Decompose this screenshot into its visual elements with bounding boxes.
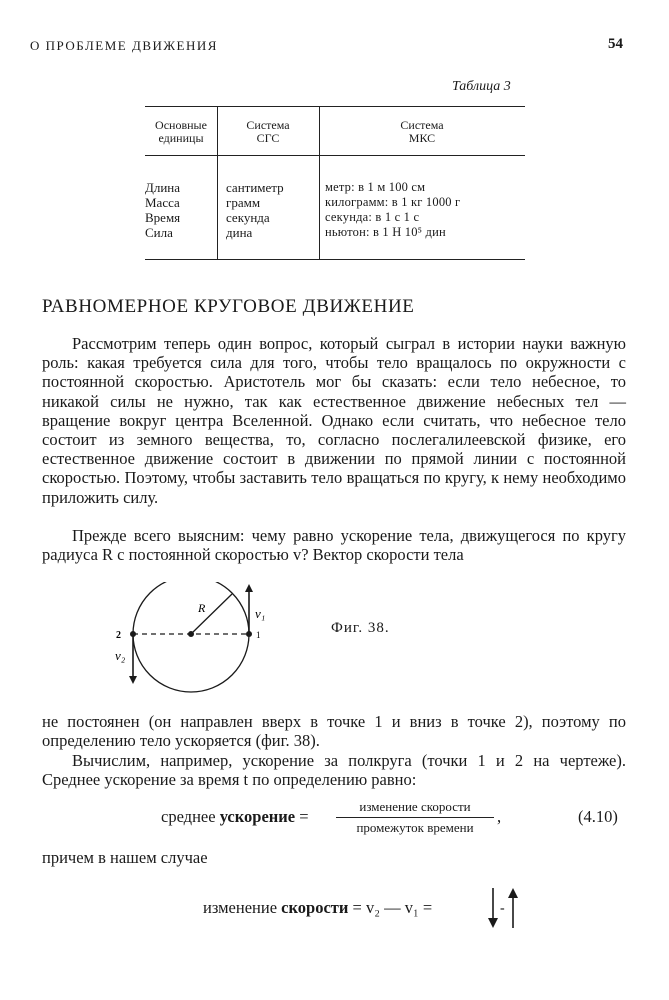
paragraph-2 — [42, 526, 626, 564]
label-v2: v₂ — [115, 648, 126, 663]
center-point — [188, 631, 194, 637]
eq1-denominator: промежуток времени — [356, 820, 474, 835]
paragraph-5 — [42, 848, 626, 867]
running-title: О ПРОБЛЕМЕ ДВИЖЕНИЯ — [30, 38, 218, 53]
paragraph-4 — [42, 751, 626, 789]
label-point-2: 2 — [116, 630, 121, 641]
eq2-prefix: изменение — [203, 898, 282, 917]
label-point-1: 1 — [256, 630, 261, 640]
circle-motion-figure — [112, 582, 282, 700]
table-cell: метр: в 1 м 100 см — [325, 180, 426, 194]
table-cell: Сила — [145, 225, 173, 240]
equation-number: (4.10) — [578, 807, 618, 826]
table-header-rule — [145, 155, 525, 156]
table-cell: дина — [226, 225, 253, 240]
figure-caption: Фиг. 38. — [331, 620, 390, 636]
units-table — [145, 106, 525, 260]
table-bottom-rule — [145, 259, 525, 260]
table-cell: Масса — [145, 195, 180, 210]
down-arrow-icon — [488, 918, 498, 928]
paragraph-4-text: Вычислим, например, ускорение за полкруга (точки 1 и 2 на чертеже). Среднее ускорение за время t по определению равно: — [42, 751, 626, 790]
table-cell: грамм — [226, 195, 261, 210]
table-cell: сантиметр — [226, 180, 284, 195]
table-cell: Длина — [145, 180, 181, 195]
up-arrow-icon — [508, 888, 518, 898]
equation-velocity-change — [203, 898, 432, 918]
eq1-numerator: изменение скорости — [359, 799, 471, 814]
table-cell: секунда — [226, 210, 270, 225]
equation-4-10-fraction — [336, 799, 494, 836]
paragraph-1 — [42, 334, 626, 507]
paragraph-3 — [42, 712, 626, 750]
table-cell: Время — [145, 210, 181, 225]
label-v1: v₁ — [255, 606, 266, 621]
table-column-mks — [325, 180, 460, 240]
eq2-bold: скорости — [281, 898, 349, 917]
header-basic-units: Основные единицы — [155, 118, 207, 145]
paragraph-5-text: причем в нашем случае — [42, 848, 208, 867]
paragraph-2-text: Прежде всего выясним: чему равно ускорение тела, движущегося по кругу радиуса R с постоянной скоростью v? Вектор скорости тела — [42, 526, 626, 565]
table-cell: ньютон: в 1 Н 10⁵ дин — [325, 225, 446, 239]
section-title: РАВНОМЕРНОЕ КРУГОВОЕ ДВИЖЕНИЕ — [42, 296, 415, 317]
table-column-cgs — [226, 180, 284, 240]
vector-difference-diagram — [484, 886, 524, 930]
header-mks: Система МКС — [400, 118, 444, 145]
page-number: 54 — [608, 36, 623, 52]
eq2-rhs: = v₂ — v₁ = — [348, 898, 433, 917]
eq1-comma: , — [497, 807, 502, 826]
table-caption: Таблица 3 — [452, 79, 511, 94]
table-cell: килограмм: в 1 кг 1000 г — [325, 195, 461, 209]
table-column-units — [145, 180, 180, 240]
table-top-rule — [145, 106, 525, 107]
label-radius: R — [198, 601, 206, 615]
paragraph-3-text: не постоянен (он направлен вверх в точке 1 и вниз в точке 2), поэтому по определению тело ускоряется (фиг. 38). — [42, 712, 626, 751]
eq1-equals: = — [295, 807, 309, 826]
header-cgs: Система СГС — [246, 118, 290, 145]
paragraph-1-text: Рассмотрим теперь один вопрос, который сыграл в истории науки важную роль: какая требуется сила для того, чтобы тело вращалось по окружности с постоянной скоростью. Аристотель мог бы сказать: если тело небесное, то никакой силы не нужно, так как естественное движение небесных тел — вращение вокруг центра Вселенной. Однако если считать, что небесное тело состоит из земного вещества, то, согласно послегалилеевской физике, его естественное движение состоит в движении по прямой линии с постоянной скоростью. Поэтому, чтобы заставить тело вращаться по кругу, к нему необходимо приложить силу. — [42, 334, 626, 507]
table-cell: секунда: в 1 с 1 с — [325, 210, 420, 224]
vector-minus-sign: - — [500, 901, 505, 916]
eq1-bold: ускорение — [219, 807, 296, 826]
equation-4-10-lhs — [161, 807, 309, 827]
eq1-fraction-bar — [336, 817, 494, 818]
eq1-prefix: среднее — [161, 807, 220, 826]
